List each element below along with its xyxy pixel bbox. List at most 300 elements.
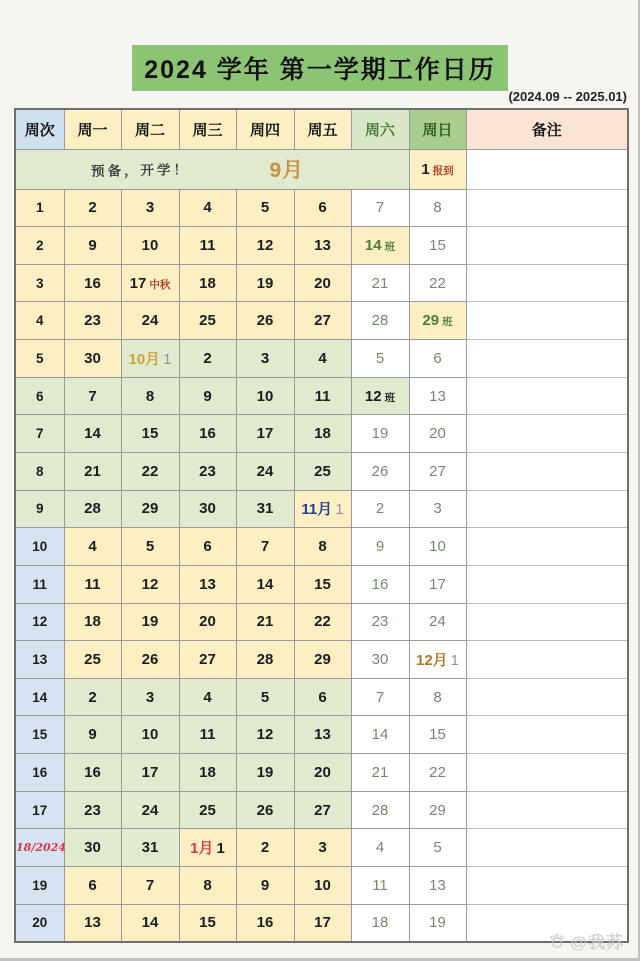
week-row [15,565,628,603]
day-cell [121,189,179,227]
day-cell [409,340,466,378]
week-number: 18/2024 [15,829,64,867]
remark-cell [466,377,628,415]
day-text: 26 [371,462,389,480]
day-text: 4 [88,538,97,556]
day-cell [121,302,179,340]
header-cell-周三: 周三 [179,109,236,149]
day-cell [409,716,466,754]
day-text: 20 [314,763,331,781]
day-text: 10 [429,538,446,556]
day-cell [236,829,294,867]
header-cell-周日: 周日 [409,109,466,149]
day-cell [409,302,466,340]
day-text: 21 [256,613,274,631]
day-cell [64,227,121,265]
day-text: 22 [429,274,446,292]
day-cell [236,754,294,792]
day-text: 班 [442,316,453,329]
day-text: 22 [141,462,159,480]
week-number: 20 [15,904,64,942]
week-row [15,904,628,942]
day-cell [121,603,179,641]
day-text: 6 [203,538,212,556]
day-text: 5 [145,538,155,556]
day-text: 27 [314,801,331,819]
day-cell [409,829,466,867]
day-cell [236,904,294,942]
day-cell [294,678,351,716]
day-cell [64,678,121,716]
day-text: 24 [429,613,446,631]
day-text: 13 [314,236,331,254]
day-cell [179,754,236,792]
day-cell [236,302,294,340]
day-cell [294,641,351,679]
day-cell [121,904,179,942]
day-cell [121,678,179,716]
day-text: 8 [318,538,327,556]
day-text: 17 [429,575,446,593]
week-row [15,791,628,829]
day-text: 4 [203,199,212,217]
week-row [15,754,628,792]
remark-cell [466,452,628,490]
day-cell [179,565,236,603]
remark-cell [466,528,628,566]
day-text: 12 [141,575,159,593]
day-cell [409,867,466,905]
day-text: 25 [199,801,216,819]
day-text: 11月 [301,501,333,519]
day-text: 15 [199,914,216,932]
day-cell [409,415,466,453]
remark-cell [466,791,628,829]
day-text: 报到 [432,164,454,177]
day-text: 8 [433,688,442,706]
day-text: 28 [371,312,389,330]
day-cell [409,227,466,265]
remark-cell [466,340,628,378]
day-cell [236,490,294,528]
day-cell [121,340,179,378]
day-text: 6 [318,688,327,706]
september-banner-row [15,149,628,189]
day-cell [351,754,409,792]
day-cell [294,227,351,265]
day-cell [294,415,351,453]
day-cell [121,716,179,754]
day-cell [121,264,179,302]
week-number: 14 [15,678,64,716]
day-cell [409,754,466,792]
day-cell [179,189,236,227]
remark-cell [466,829,628,867]
day-cell [64,603,121,641]
day-text: 11 [314,387,331,405]
day-cell [351,490,409,528]
day-text: 9 [375,538,385,556]
day-cell [236,641,294,679]
day-text: 17 [256,425,274,443]
week-number: 2 [15,227,64,265]
day-text: 16 [84,763,101,781]
day-text: 12月 [415,652,448,669]
day-cell [236,189,294,227]
week-row [15,452,628,490]
day-text: 18 [84,613,101,631]
day-text: 24 [141,801,159,819]
day-cell [179,490,236,528]
day-cell [64,641,121,679]
week-number: 12 [15,603,64,641]
day-cell [409,678,466,716]
day-cell [236,377,294,415]
day-text: 23 [84,312,101,330]
page-title: 2024 学年 第一学期工作日历 [132,45,508,91]
day-cell [294,528,351,566]
remark-cell [466,149,628,189]
day-text: 17 [314,914,331,932]
day-cell [236,716,294,754]
week-row [15,490,628,528]
day-cell [179,603,236,641]
header-cell-周二: 周二 [121,109,179,149]
day-cell [294,603,351,641]
day-cell [64,490,121,528]
calendar-header-row [15,109,628,149]
day-text: 1 [450,652,460,669]
day-cell [121,452,179,490]
remark-cell [466,603,628,641]
day-cell [351,603,409,641]
day-text: 22 [429,763,446,781]
day-cell [409,377,466,415]
day-text: 19 [256,763,274,781]
day-text: 27 [314,312,331,330]
day-cell [64,452,121,490]
day-text: 14 [256,575,274,593]
day-text: 27 [429,462,446,480]
day-text: 26 [256,312,274,330]
day-cell [409,603,466,641]
day-text: 30 [84,839,101,857]
day-text: 11 [199,236,216,254]
day-text: 1月 [190,840,214,858]
day-text: 17 [129,274,147,292]
title-bar [0,45,640,91]
day-text: 15 [429,236,446,254]
day-text: 4 [318,349,327,367]
day-text: 24 [256,462,274,480]
day-text: 9 [260,876,270,894]
remark-cell [466,264,628,302]
day-cell [179,867,236,905]
day-text: 4 [203,688,212,706]
day-cell [64,302,121,340]
day-text: 11 [84,575,101,593]
day-text: 19 [141,613,159,631]
day-cell [294,264,351,302]
day-cell [294,867,351,905]
day-text: 5 [433,839,442,857]
day-text: 31 [256,500,274,518]
week-row [15,377,628,415]
day-text: 3 [145,199,155,217]
day-cell [236,678,294,716]
day-text: 13 [84,914,101,932]
day-text: 3 [433,500,442,518]
day-cell [351,829,409,867]
week-row [15,340,628,378]
day-text: 29 [422,312,440,330]
day-text: 14 [364,236,382,254]
calendar-table [14,108,629,943]
day-text: 26 [256,801,274,819]
week-row [15,716,628,754]
header-cell-周六: 周六 [351,109,409,149]
day-cell [294,189,351,227]
day-cell [409,490,466,528]
week-number: 11 [15,565,64,603]
day-text: 13 [429,876,446,894]
remark-cell [466,678,628,716]
day-text: 7 [375,199,385,217]
day-text: 18 [371,914,389,932]
day-cell [351,565,409,603]
watermark [548,928,624,953]
day-cell [179,716,236,754]
day-text: 17 [141,763,159,781]
day-text: 21 [84,462,101,480]
day-text: 23 [199,462,216,480]
day-cell [64,377,121,415]
day-text: 11 [199,726,216,744]
week-number: 17 [15,791,64,829]
day-cell [294,452,351,490]
day-text: 20 [429,425,446,443]
day-text: 13 [429,387,446,405]
remark-cell [466,302,628,340]
day-text: 25 [314,462,331,480]
day-cell [294,754,351,792]
week-number: 7 [15,415,64,453]
day-cell [121,641,179,679]
day-text: 7 [260,538,270,556]
day-text: 16 [371,575,389,593]
day-text: 21 [371,274,389,292]
week-number: 6 [15,377,64,415]
day-text: 29 [314,651,331,668]
day-text: 30 [84,349,101,367]
day-cell [121,754,179,792]
day-text: 27 [199,651,216,668]
day-cell [236,227,294,265]
day-cell [121,829,179,867]
day-cell [179,904,236,942]
day-cell [351,452,409,490]
day-cell [236,340,294,378]
day-text: 1 [335,501,344,519]
day-text: 9 [88,726,97,744]
day-cell [64,565,121,603]
header-cell-备注: 备注 [466,109,628,149]
day-text: 16 [84,274,101,292]
day-text: 8 [203,876,212,894]
day-cell [351,377,409,415]
day-cell [351,641,409,679]
day-text: 6 [88,876,97,894]
day-cell [351,340,409,378]
day-cell [236,415,294,453]
day-text: 19 [429,914,446,932]
week-number: 1 [15,189,64,227]
day-cell [64,189,121,227]
day-cell [351,189,409,227]
day-text: 2 [88,199,97,217]
day-text: 18 [199,763,216,781]
day-cell [351,867,409,905]
day-text: 2 [375,500,385,518]
day-text: 29 [141,500,159,518]
day-cell [351,904,409,942]
day-cell [294,791,351,829]
day-text: 23 [84,801,101,819]
day-cell [351,528,409,566]
day-text: 19 [256,274,274,292]
day-cell [121,377,179,415]
day-cell [64,528,121,566]
day-text: 31 [141,839,159,857]
week-number: 8 [15,452,64,490]
month-label-september: 9月 [269,159,305,182]
day-text: 3 [145,688,155,706]
day-cell [351,302,409,340]
day-cell [64,415,121,453]
day-cell [121,490,179,528]
day-cell [179,791,236,829]
day-text: 班 [384,240,396,253]
day-cell [294,340,351,378]
banner-handwritten-note: 预备，开学！ [90,162,190,180]
day-cell [409,452,466,490]
week-row [15,678,628,716]
day-cell [294,716,351,754]
day-text: 13 [199,575,216,593]
day-text: 7 [88,387,97,405]
day-text: 班 [384,391,396,404]
week-row [15,189,628,227]
day-text: 26 [141,651,159,668]
day-cell [179,302,236,340]
header-cell-周五: 周五 [294,109,351,149]
day-cell [179,227,236,265]
day-cell [64,716,121,754]
week-row [15,302,628,340]
week-number: 15 [15,716,64,754]
day-cell [64,340,121,378]
day-cell [351,227,409,265]
day-cell [351,716,409,754]
remark-cell [466,565,628,603]
day-text: 3 [260,349,270,367]
day-text: 28 [84,500,101,518]
day-cell [179,340,236,378]
day-text: 3 [318,839,327,857]
remark-cell [466,415,628,453]
day-cell [351,791,409,829]
day-cell [179,641,236,679]
day-text: 6 [433,349,442,367]
week-number: 16 [15,754,64,792]
day-text: 25 [199,312,216,330]
day-cell [64,791,121,829]
day-cell [236,603,294,641]
day-text: 8 [433,199,442,217]
week-row [15,867,628,905]
day-cell [409,565,466,603]
day-text: 12 [256,236,274,254]
remark-cell [466,754,628,792]
september-banner-cell [15,149,409,189]
day-text: 8 [145,387,155,405]
day-text: 14 [141,914,159,932]
remark-cell [466,641,628,679]
day-cell [236,452,294,490]
day-cell [409,904,466,942]
day-text: 30 [371,651,389,668]
day-text: 25 [84,651,101,668]
day-text: 7 [145,876,155,894]
week-number: 13 [15,641,64,679]
day-cell [409,149,466,189]
header-cell-周一: 周一 [64,109,121,149]
header-cell-周四: 周四 [236,109,294,149]
week-row [15,603,628,641]
week-row [15,227,628,265]
day-cell [64,904,121,942]
week-row [15,415,628,453]
day-cell [179,528,236,566]
day-text: 28 [371,801,389,819]
day-text: 21 [371,763,389,781]
day-cell [294,829,351,867]
watermark-text: @我苏 [570,933,624,952]
day-cell [64,264,121,302]
day-cell [294,377,351,415]
day-cell [409,264,466,302]
day-cell [179,678,236,716]
day-text: 14 [84,425,101,443]
day-text: 1 [421,160,430,178]
week-row [15,264,628,302]
day-text: 10月 [128,350,161,368]
paw-logo-icon [548,932,566,950]
day-cell [294,490,351,528]
day-cell [121,565,179,603]
day-text: 16 [256,914,274,932]
day-cell [351,264,409,302]
remark-cell [466,227,628,265]
day-cell [121,415,179,453]
day-cell [409,641,466,679]
remark-cell [466,189,628,227]
day-text: 中秋 [149,278,171,291]
day-text: 6 [318,199,327,217]
day-text: 5 [375,349,385,367]
day-cell [294,904,351,942]
day-text: 29 [429,801,446,819]
